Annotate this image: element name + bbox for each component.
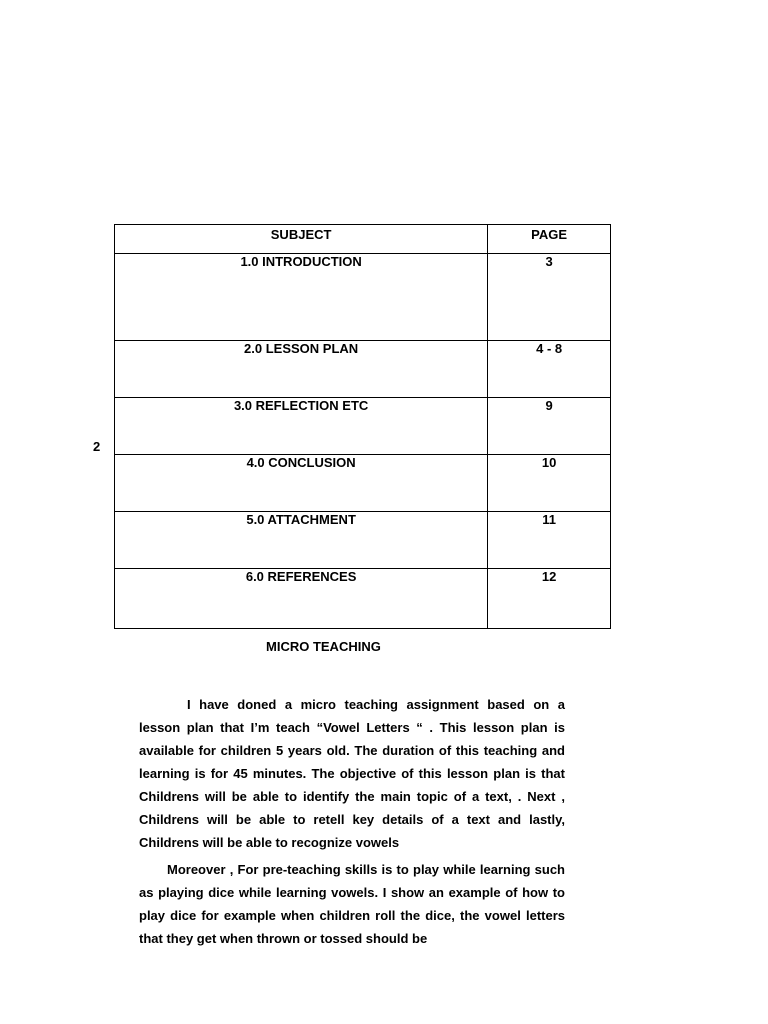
toc-subject-cell: 1.0 INTRODUCTION xyxy=(115,254,488,341)
table-row xyxy=(115,254,611,341)
table-row xyxy=(115,512,611,569)
toc-subject-cell: 5.0 ATTACHMENT xyxy=(115,512,488,569)
toc-page-cell: 10 xyxy=(488,455,611,512)
margin-page-number: 2 xyxy=(93,439,101,454)
toc-subject-cell: 3.0 REFLECTION ETC xyxy=(115,398,488,455)
toc-page-cell: 12 xyxy=(488,569,611,629)
toc-subject-cell: 4.0 CONCLUSION xyxy=(115,455,488,512)
toc-header-subject: SUBJECT xyxy=(115,225,488,254)
toc-subject-cell: 2.0 LESSON PLAN xyxy=(115,341,488,398)
table-of-contents xyxy=(114,224,611,629)
toc-page-cell: 9 xyxy=(488,398,611,455)
body-paragraph: I have doned a micro teaching assignment based on a lesson plan that I’m teach “Vowel Letters “ . This lesson plan is available for children 5 years old. The duration of this teaching and learning is for 45 minutes. The objective of this lesson plan is that Childrens will be able to identify the main topic of a text, . Next , Childrens will be able to retell key details of a text and lastly, Childrens will be able to recognize vowels xyxy=(139,697,565,850)
table-row xyxy=(115,455,611,512)
toc-page-cell: 11 xyxy=(488,512,611,569)
body-paragraph: Moreover , For pre-teaching skills is to play while learning such as playing dice while learning vowels. I show an example of how to play dice for example when children roll the dice, the vowel letters that they get when thrown or tossed should be xyxy=(139,862,565,946)
toc-header-page: PAGE xyxy=(488,225,611,254)
toc-header-row xyxy=(115,225,611,254)
table-row xyxy=(115,569,611,629)
toc-page-cell: 3 xyxy=(488,254,611,341)
toc-subject-cell: 6.0 REFERENCES xyxy=(115,569,488,629)
toc-page-cell: 4 - 8 xyxy=(488,341,611,398)
section-heading: MICRO TEACHING xyxy=(266,639,381,654)
table-row xyxy=(115,398,611,455)
table-row xyxy=(115,341,611,398)
section-body xyxy=(139,693,565,954)
